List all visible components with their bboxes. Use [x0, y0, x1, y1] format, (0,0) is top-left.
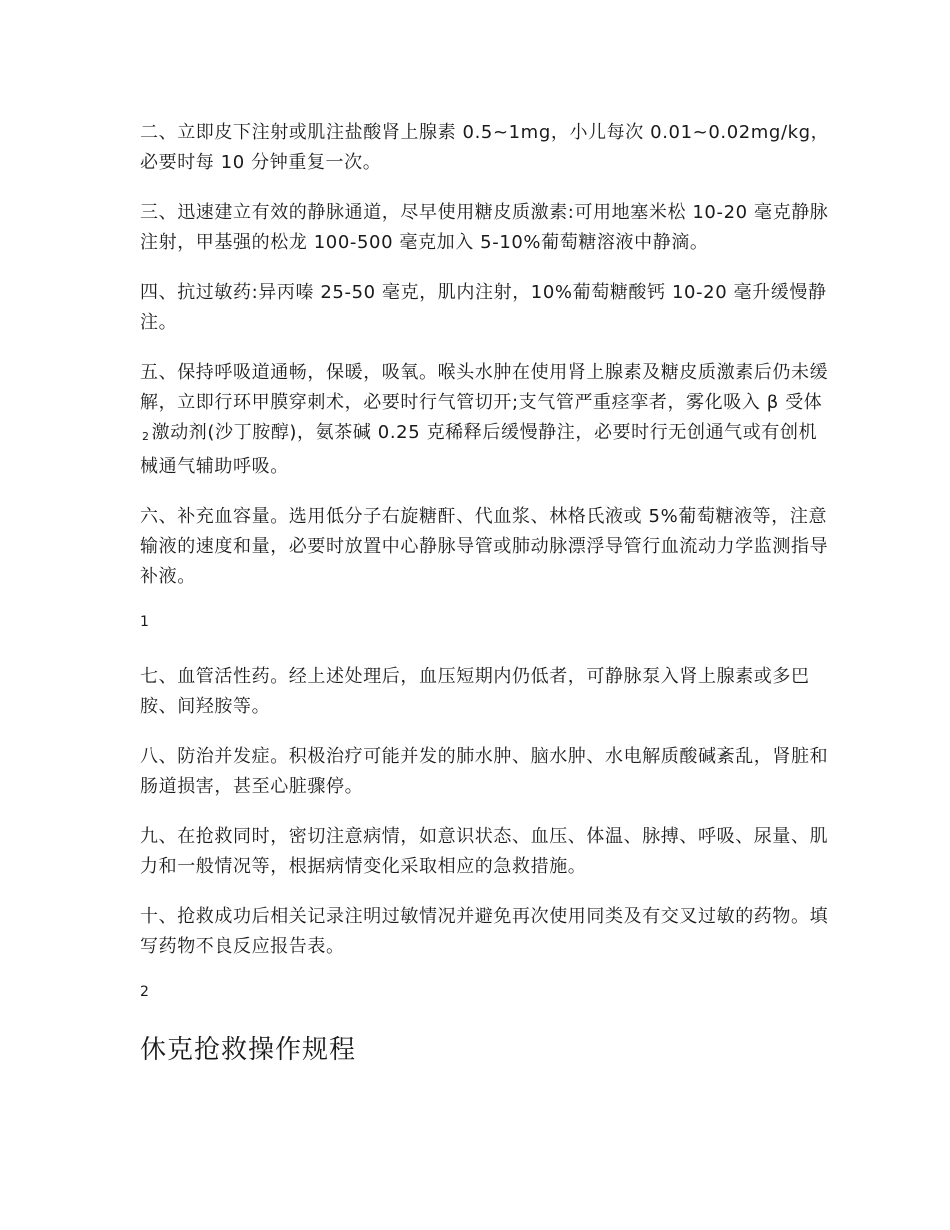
paragraph-6: 六、补充血容量。选用低分子右旋糖酐、代血浆、林格氏液或 5%葡萄糖液等，注意输液的速度和量，必要时放置中心静脉导管或肺动脉漂浮导管行血流动力学监测指导补液。: [140, 506, 829, 587]
paragraph-7: 七、血管活性药。经上述处理后，血压短期内仍低者，可静脉泵入肾上腺素或多巴胺、间羟胺等。: [140, 666, 810, 717]
section-title: 休克抢救操作规程: [140, 1035, 357, 1065]
paragraph-5: [140, 358, 830, 482]
paragraph-2: 二、立即皮下注射或肌注盐酸肾上腺素 0.5~1mg，小儿每次 0.01~0.02mg/kg，必要时每 10 分钟重复一次。: [140, 122, 830, 173]
page-number-1: 1: [140, 614, 149, 630]
page-number-2: 2: [140, 984, 149, 1000]
paragraph-5-part-1: 五、保持呼吸道通畅，保暖，吸氧。喉头水肿在使用肾上腺素及糖皮质激素后仍未缓解，立即行环甲膜穿刺术，必要时行气管切开;支气管严重痉挛者，雾化吸入 β 受体: [140, 362, 829, 413]
subscript-2: 2: [142, 430, 150, 443]
paragraph-9: 九、在抢救同时，密切注意病情，如意识状态、血压、体温、脉搏、呼吸、尿量、肌力和一般情况等，根据病情变化采取相应的急救措施。: [140, 826, 829, 877]
paragraph-5-part-2: 激动剂(沙丁胺醇)，氨茶碱 0.25 克稀释后缓慢静注，必要时行无创通气或有创机械通气辅助呼吸。: [140, 422, 818, 477]
paragraph-4: 四、抗过敏药:异丙嗪 25-50 毫克，肌内注射，10%葡萄糖酸钙 10-20 毫升缓慢静注。: [140, 282, 827, 333]
paragraph-3: 三、迅速建立有效的静脉通道，尽早使用糖皮质激素:可用地塞米松 10-20 毫克静脉注射，甲基强的松龙 100-500 毫克加入 5-10%葡萄糖溶液中静滴。: [140, 202, 829, 253]
document-page: [140, 118, 830, 1068]
paragraph-10: 十、抢救成功后相关记录注明过敏情况并避免再次使用同类及有交叉过敏的药物。填写药物不良反应报告表。: [140, 906, 829, 957]
paragraph-8: 八、防治并发症。积极治疗可能并发的肺水肿、脑水肿、水电解质酸碱紊乱，肾脏和肠道损害，甚至心脏骤停。: [140, 746, 829, 797]
